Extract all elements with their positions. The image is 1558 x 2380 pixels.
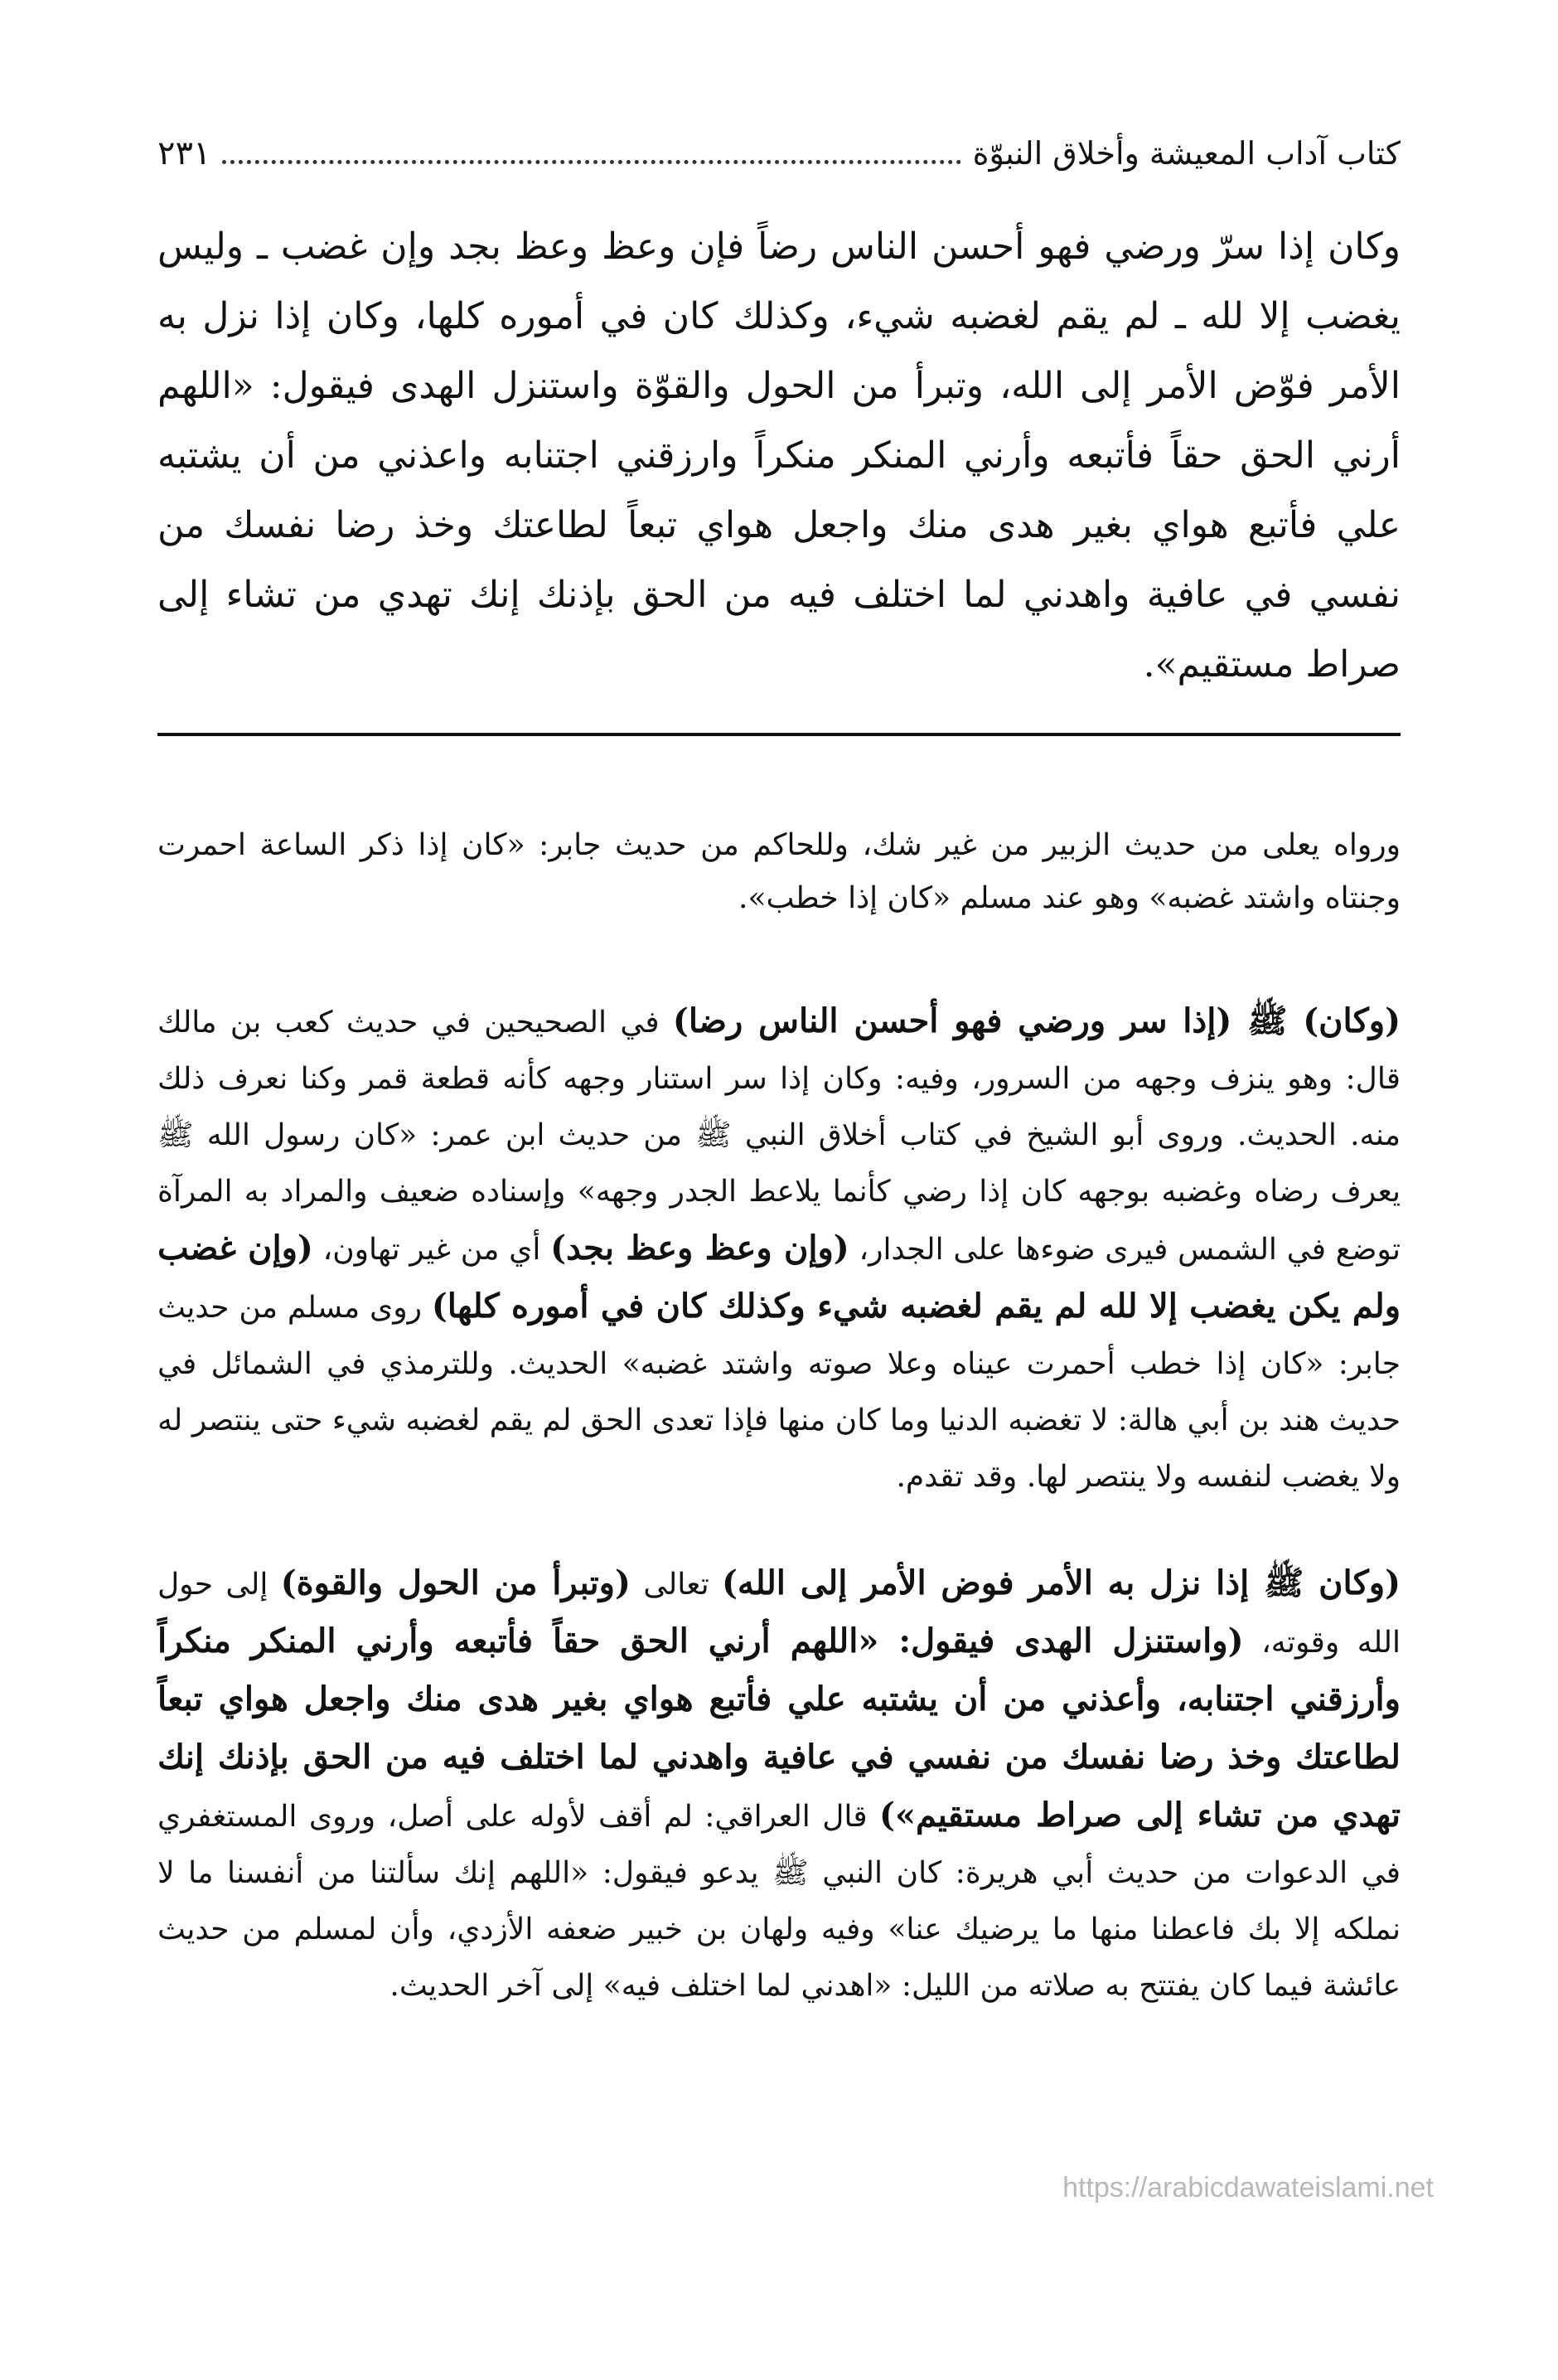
commentary-1-bold-1: (وكان) ﷺ (إذا سر ورضي فهو أحسن الناس رضا): [672, 1001, 1401, 1040]
commentary-paragraph-1: [157, 993, 1401, 1505]
commentary-1-text-1: في الصحيحين في حديث كعب بن مالك قال: وهو ينزف وجهه من السرور، وفيه: وكان إذا سر استنار وجهه كأنه قطعة قمر وكنا نعرف ذلك منه. الحديث. وروى أبو الشيخ في كتاب أخلاق النبي ﷺ من حديث ابن عمر: «كان رسول الله ﷺ يعرف رضاه وغضبه بوجهه كان إذا رضي كأنما يلاعط الجدر وجهه» وإسناده ضعيف والمراد به المرآة توضع في الشمس فيرى ضوءها على الجدار،: [157, 1006, 1401, 1267]
header-title: كتاب آداب المعيشة وأخلاق النبوّة: [961, 135, 1401, 172]
commentary-1-bold-2: (وإن وعظ وعظ بجد): [550, 1229, 849, 1268]
main-text-paragraph: وكان إذا سرّ ورضي فهو أحسن الناس رضاً فإن وعظ وعظ بجد وإن غضب ـ وليس يغضب إلا لله ـ لم يقم لغضبه شيء، وكذلك كان في أموره كلها، وكان إذا نزل به الأمر فوّض الأمر إلى الله، وتبرأ من الحول والقوّة واستنزل الهدى فيقول: «اللهم أرني الحق حقاً فأتبعه وأرني المنكر منكراً وارزقني اجتنابه واعذني من أن يشتبه علي فأتبع هواي بغير هدى منك واجعل هواي تبعاً لطاعتك وخذ رضا نفسك من نفسي في عافية واهدني لما اختلف فيه من الحق بإذنك إنك تهدي من تشاء إلى صراط مستقيم».: [157, 225, 1401, 686]
page-number: ٢٣١: [157, 134, 211, 172]
commentary-2-bold-1: (وكان ﷺ إذا نزل به الأمر فوض الأمر إلى الله): [721, 1563, 1401, 1602]
commentary-1-bold-3: (وإن غضب ولم يكن يغضب إلا لله لم يقم لغضبه شيء وكذلك كان في أموره كلها): [157, 1229, 1401, 1326]
footnote-paragraph: ورواه يعلى من حديث الزبير من غير شك، وللحاكم من حديث جابر: «كان إذا ذكر الساعة احمرت وجنتاه واشتد غضبه» وهو عند مسلم «كان إذا خطب».: [157, 828, 1401, 915]
commentary-2-bold-3: (واستنزل الهدى فيقول: «اللهم أرني الحق حقاً فأتبعه وأرني المنكر منكراً وأرزقني اجتنابه، وأعذني من أن يشتبه علي فأتبع هواي بغير هدى منك واجعل هواي تبعاً لطاعتك وخذ رضا نفسك من نفسي في عافية واهدني لما اختلف فيه من الحق بإذنك إنك تهدي من تشاء إلى صراط مستقيم»): [157, 1621, 1401, 1835]
commentary-1-text-3: روى مسلم من حديث جابر: «كان إذا خطب أحمرت عيناه وعلا صوته واشتد غضبه» الحديث. وللترمذي في الشمائل في حديث هند بن أبي هالة: لا تغضبه الدنيا وما كان منها فإذا تعدى الحق لم يقم لغضبه شيء حتى ينتصر له ولا يغضب لنفسه ولا ينتصر لها. وقد تقدم.: [157, 1291, 1401, 1494]
commentary-2-text-1: تعالى: [630, 1568, 722, 1602]
footnote-divider: [157, 733, 1401, 736]
commentary-1-text-2: أي من غير تهاون،: [312, 1233, 551, 1267]
commentary-2-bold-2: (وتبرأ من الحول والقوة): [280, 1563, 631, 1602]
commentary-2-text-2: إلى حول الله وقوته،: [157, 1568, 1401, 1660]
commentary-paragraph-2: [157, 1555, 1401, 2014]
header-dot-leader: [222, 160, 960, 164]
book-page: [157, 124, 1401, 2014]
commentary-2-text-3: قال العراقي: لم أقف لأوله على أصل، وروى المستغفري في الدعوات من حديث أبي هريرة: كان النبي ﷺ يدعو فيقول: «اللهم إنك سألتنا من أنفسنا ما لا نملكه إلا بك فاعطنا منها ما يرضيك عنا» وفيه ولهان بن خبير ضعفه الأزدي، وأن لمسلم من حديث عائشة فيما كان يفتتح به صلاته من الليل: «اهدني لما اختلف فيه» إلى آخر الحديث.: [157, 1800, 1401, 2003]
website-watermark: https://arabicdawateislami.net: [1062, 2172, 1434, 2203]
running-header: [157, 124, 1401, 182]
